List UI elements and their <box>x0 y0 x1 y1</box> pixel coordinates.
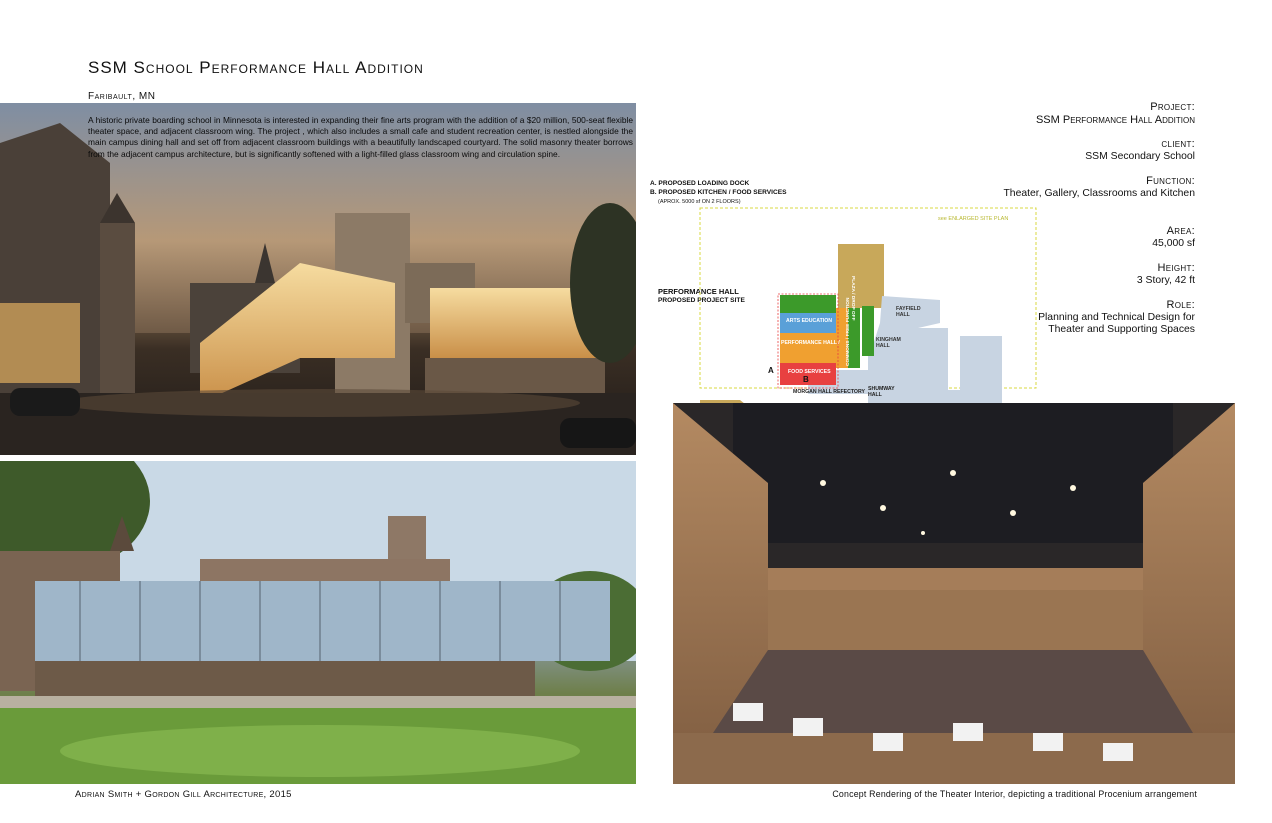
room-commons: COMMONS / FREE FUNCTION <box>846 297 851 366</box>
room-arts-education: ARTS EDUCATION <box>786 318 833 324</box>
fayfield-east <box>918 328 948 398</box>
legend-loading-dock: A. PROPOSED LOADING DOCK <box>650 180 750 187</box>
info-client-label: client: <box>1161 138 1195 150</box>
room-morgan: MORGAN HALL REFECTORY <box>793 389 865 395</box>
info-role-label: Role: <box>1166 299 1195 311</box>
project-location: Faribault, MN <box>88 91 156 102</box>
interior-caption: Concept Rendering of the Theater Interior, depicting a traditional Procenium arrangement <box>832 789 1197 799</box>
plaza-block <box>838 244 884 308</box>
project-description: A historic private boarding school in Minnesota is interested in expanding their fine arts program with the addition of a $20 million, 500-seat flexible theater space, and adjacent classroom wing. The project , which also includes a small cafe and student recreation center, is nestled alongside the main campus dining hall and set off from adjacent classroom buildings with a beautifully landscaped courtyard. The solid masonry theater borrows from the adjacent campus architecture, but is significantly softened with a light-filled glass classroom wing and circulation spine. <box>88 115 633 159</box>
room-food-services: FOOD SERVICES <box>788 369 831 375</box>
green-block-north <box>780 295 836 313</box>
green-block-east <box>862 306 874 356</box>
architect-credit: Adrian Smith + Gordon Gill Architecture, 2015 <box>75 789 292 800</box>
info-area-value: 45,000 sf <box>1152 237 1195 249</box>
info-client <box>1085 138 1195 163</box>
room-fayfield: FAYFIELD HALL <box>896 306 921 318</box>
info-function <box>995 175 1195 200</box>
info-function-value: Theater, Gallery, Classrooms and Kitchen <box>1003 187 1195 199</box>
room-shumway: SHUMWAY HALL <box>868 386 895 398</box>
legend-kitchen: B. PROPOSED KITCHEN / FOOD SERVICES <box>650 189 787 196</box>
exterior-night-rendering <box>0 103 636 455</box>
info-area-label: Area: <box>1166 225 1195 237</box>
exterior-day-illustration <box>0 461 636 784</box>
theater-interior-illustration <box>673 403 1235 784</box>
room-kingham: KINGHAM HALL <box>876 337 901 349</box>
enlarged-plan-note: see ENLARGED SITE PLAN <box>938 216 1009 222</box>
info-project <box>1036 101 1195 126</box>
info-client-value: SSM Secondary School <box>1085 150 1195 162</box>
marker-a: A <box>768 366 774 375</box>
theater-interior-rendering <box>673 403 1235 784</box>
page-title: SSM School Performance Hall Addition <box>88 58 424 77</box>
info-project-value: SSM Performance Hall Addition <box>1035 113 1195 126</box>
site-label-subtitle: PROPOSED PROJECT SITE <box>658 297 745 304</box>
info-role <box>1005 299 1195 337</box>
site-plan <box>650 178 1045 430</box>
info-height <box>1137 262 1195 287</box>
exterior-day-rendering <box>0 461 636 784</box>
legend-kitchen-note: (APROX. 5000 sf ON 2 FLOORS) <box>658 199 741 205</box>
info-function-label: Function: <box>1146 175 1195 187</box>
info-role-value: Planning and Technical Design for Theater and Supporting Spaces <box>1038 311 1195 335</box>
info-height-value: 3 Story, 42 ft <box>1136 274 1195 286</box>
info-project-label: Project: <box>1150 101 1195 113</box>
site-label-title: PERFORMANCE HALL <box>658 287 739 296</box>
room-performance-hall: PERFORMANCE HALL / <box>781 340 840 346</box>
marker-b: B <box>803 375 809 384</box>
info-height-label: Height: <box>1157 262 1195 274</box>
auditorium-block <box>780 333 836 363</box>
info-area <box>1152 225 1195 250</box>
room-plaza: PLAZA / DROP OFF <box>850 276 855 321</box>
